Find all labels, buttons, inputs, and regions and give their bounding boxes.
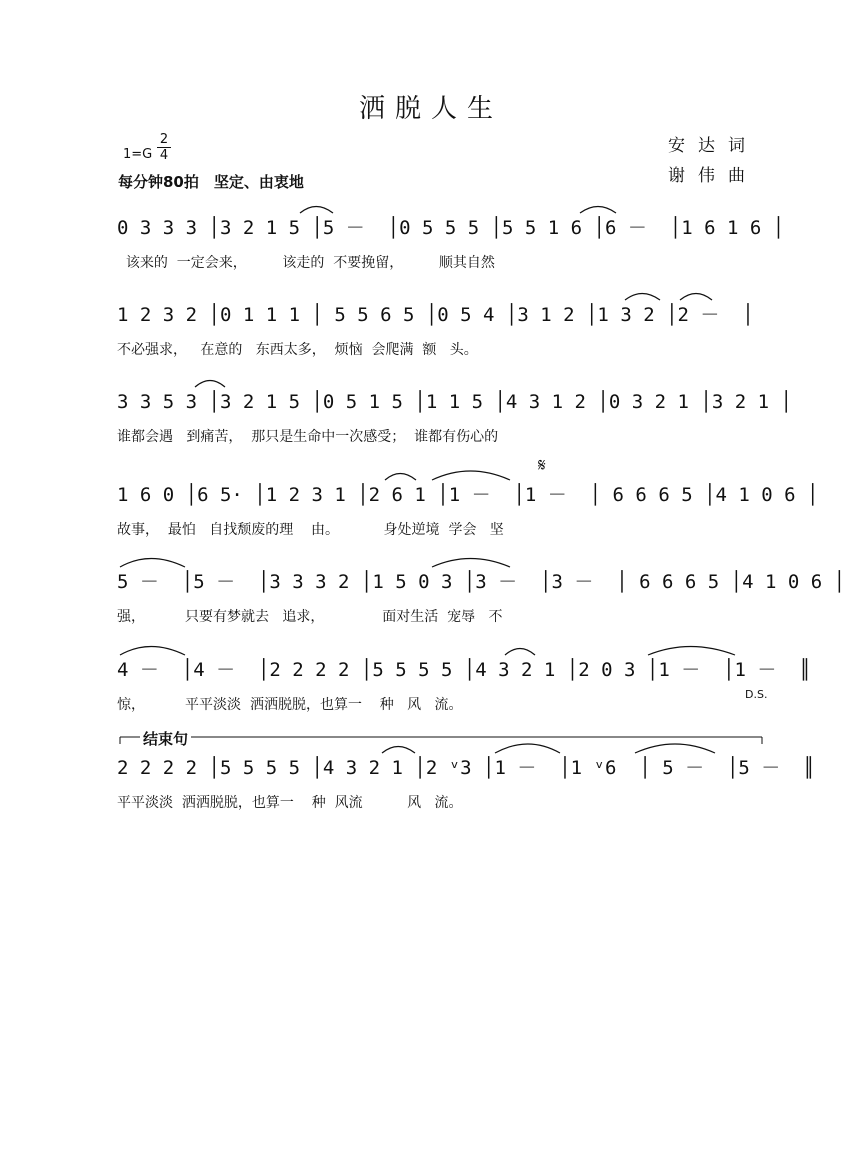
slurs bbox=[120, 207, 735, 754]
slur bbox=[120, 647, 185, 656]
slur bbox=[495, 744, 560, 753]
notes-line: 1 6 0 │6 5· │1 2 3 1 │2 6 1 │1 － │1 － │ 6 6 6 5 │4 1 0 6 │ bbox=[117, 484, 819, 506]
slur bbox=[300, 207, 333, 214]
lyrics-line: 故事， 最怕 自找颓废的理 由。 身处逆境 学会 坚 bbox=[117, 522, 504, 538]
slur bbox=[432, 471, 510, 480]
ds-marking: D.S. bbox=[745, 688, 768, 701]
slur bbox=[385, 474, 416, 481]
lyrics-line: 强， 只要有梦就去 追求， 面对生活 宠辱 不 bbox=[117, 609, 503, 625]
lyrics-line: 惊， 平平淡淡 洒洒脱脱，也算一 种 风 流。 bbox=[117, 697, 463, 713]
notes-line: 5 － │5 － │3 3 3 2 │1 5 0 3 │3 － │3 － │ 6 6 6 5 │4 1 0 6 │ bbox=[117, 571, 846, 593]
lyricist-credit: 安达词 bbox=[668, 136, 758, 156]
composer-credit: 谢伟曲 bbox=[668, 166, 758, 186]
notes-line: 3 3 5 3 │3 2 1 5 │0 5 1 5 │1 1 5 │4 3 1 2 │0 3 2 1 │3 2 1 │ bbox=[117, 391, 792, 413]
slur bbox=[648, 647, 735, 656]
tempo-marking: 每分钟80拍 坚定、由衷地 bbox=[118, 173, 304, 191]
slur bbox=[580, 207, 616, 214]
notes-line: 0 3 3 3 │3 2 1 5 │5 － │0 5 5 5 │5 5 1 6 │6 － │1 6 1 6 │ bbox=[117, 217, 785, 239]
lyrics-line: 不必强求， 在意的 东西太多， 烦恼 会爬满 额 头。 bbox=[117, 342, 478, 358]
notes-line: 4 － │4 － │2 2 2 2 │5 5 5 5 │4 3 2 1 │2 0 3 │1 － │1 － ║ bbox=[117, 659, 811, 681]
slur bbox=[625, 294, 660, 301]
slur bbox=[432, 559, 510, 568]
slur bbox=[120, 559, 185, 568]
slur bbox=[680, 294, 712, 301]
slur bbox=[382, 747, 415, 754]
time-signature-top: 2 bbox=[159, 132, 169, 147]
notes-line: 1 2 3 2 │0 1 1 1 │ 5 5 6 5 │0 5 4 │3 1 2 │1 3 2 │2 － │ bbox=[117, 304, 754, 326]
slur bbox=[195, 381, 225, 388]
time-signature-bottom: 4 bbox=[157, 147, 171, 163]
song-title: 洒脱人生 bbox=[358, 94, 503, 124]
slur bbox=[505, 649, 535, 656]
lyrics-line: 该来的 一定会来， 该走的 不要挽留， 顺其自然 bbox=[117, 255, 495, 271]
notes-line: 2 2 2 2 │5 5 5 5 │4 3 2 1 │2 ᵛ3 │1 － │1 ᵛ6 │ 5 － │5 － ║ bbox=[117, 757, 815, 779]
segno-sign: 𝄋 bbox=[538, 455, 546, 476]
key-signature: 1=G bbox=[123, 147, 153, 162]
lyrics-line: 谁都会遇 到痛苦， 那只是生命中一次感受； 谁都有伤心的 bbox=[117, 429, 499, 445]
lyrics-line: 平平淡淡 洒洒脱脱，也算一 种 风流 风 流。 bbox=[117, 795, 463, 811]
slur bbox=[635, 744, 715, 753]
ending-label: 结束句 bbox=[140, 728, 191, 749]
